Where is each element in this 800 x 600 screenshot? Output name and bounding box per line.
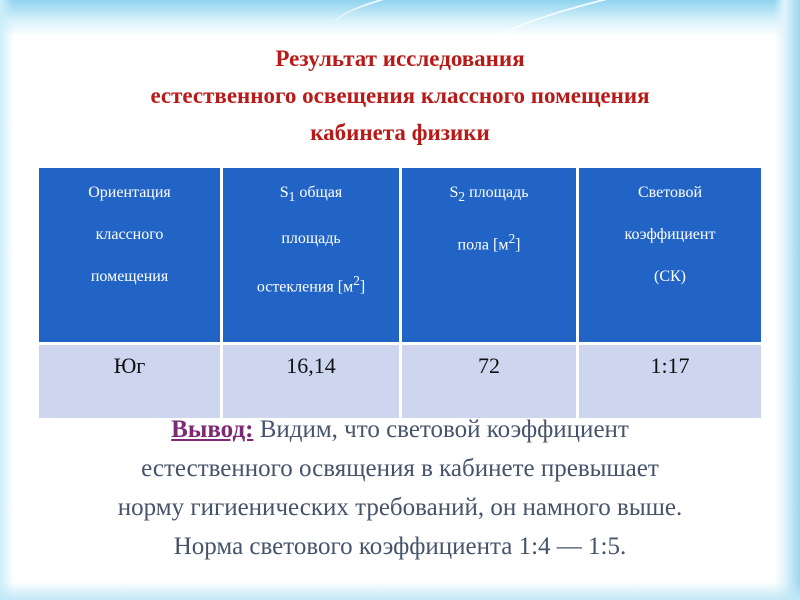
frame-right-decoration — [774, 0, 800, 600]
title-line-1: Результат исследования — [275, 46, 525, 71]
title-line-2: естественного освещения классного помещения — [150, 83, 650, 108]
frame-left-decoration — [0, 0, 14, 600]
cell-glazing-area: 16,14 — [223, 345, 399, 418]
conclusion-line-1: Вывод: Видим, что световой коэффициент — [171, 416, 629, 443]
conclusion-text — [40, 410, 760, 566]
slide-title — [40, 40, 760, 151]
table-header-row — [39, 168, 761, 342]
conclusion-line-3: норму гигиенических требований, он намного выше. — [117, 494, 683, 521]
results-table — [36, 165, 764, 421]
cell-floor-area: 72 — [402, 345, 576, 418]
cell-orientation: Юг — [39, 345, 220, 418]
conclusion-line-2: естественного освящения в кабинете превышает — [141, 455, 659, 482]
title-line-3: кабинета физики — [310, 120, 490, 145]
header-light-coefficient: Световой коэффициент (СК) — [579, 168, 761, 342]
cell-light-coefficient: 1:17 — [579, 345, 761, 418]
conclusion-line-4: Норма светового коэффициента 1:4 — 1:5. — [173, 533, 627, 560]
conclusion-label: Вывод: — [171, 416, 254, 443]
frame-bottom-decoration — [0, 582, 800, 600]
header-orientation: Ориентация классного помещения — [39, 168, 220, 342]
header-floor-area: $S_2$ площадь пола $[м^2]$ — [402, 168, 576, 342]
table-row — [39, 345, 761, 418]
header-glazing-area: $S_1$ общая площадь остекления $[м^2]$ — [223, 168, 399, 342]
